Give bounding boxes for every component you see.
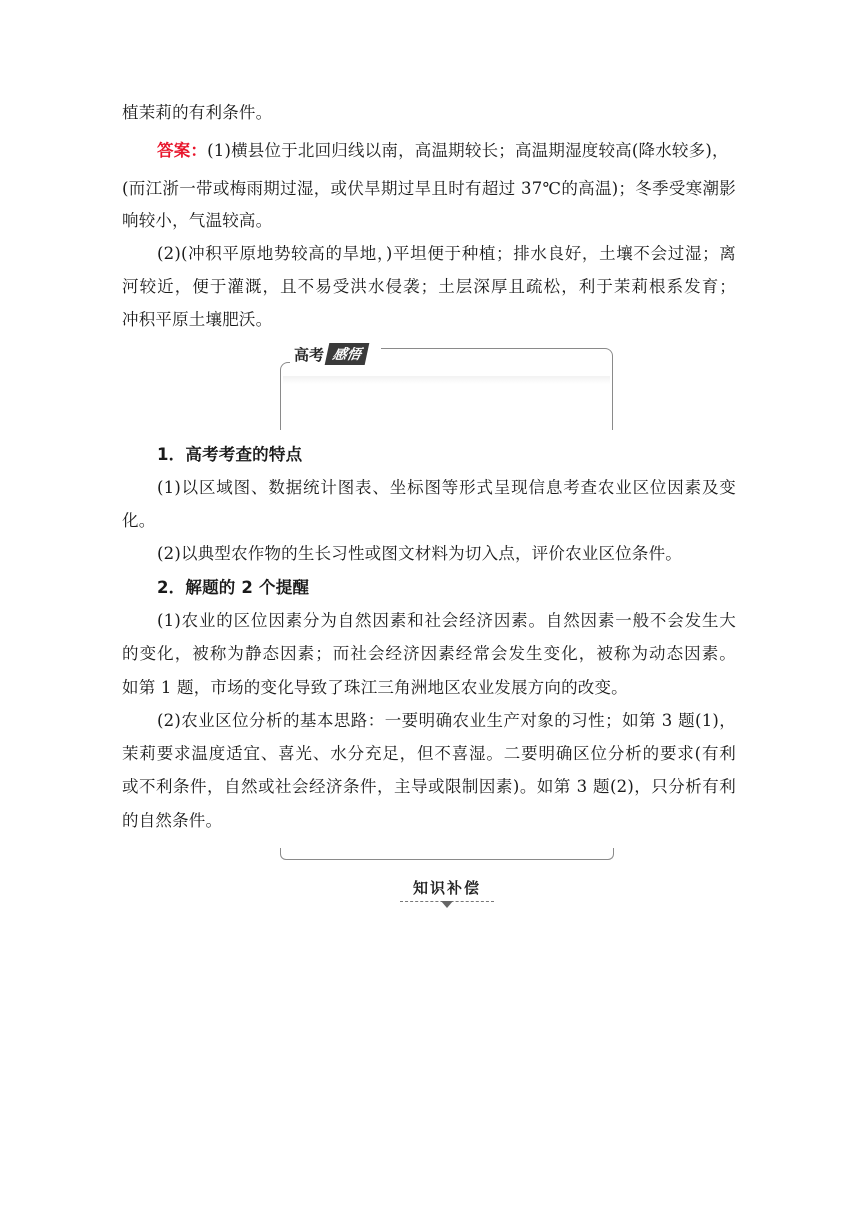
answer-p2-l1: (2)(冲积平原地势较高的旱地，)平坦便于种植；排水良好，土壤不会过湿；离 <box>157 244 736 263</box>
insight-frame-corner-left <box>280 362 292 430</box>
intro-text-line: 植茉莉的有利条件。 <box>122 103 273 122</box>
answer-p1-l1: (1)横县位于北回归线以南，高温期较长；高温期湿度较高(降水较多)， <box>207 141 729 160</box>
insight-h2-p1-l2: 的变化，被称为静态因素；而社会经济因素经常会发生变化，被称为动态因素。 <box>122 644 736 663</box>
answer-p2-l3: 冲积平原土壤肥沃。 <box>122 310 273 329</box>
insight-heading-1: 1．高考考查的特点 <box>157 445 303 464</box>
answer-p2-l2: 河较近，便于灌溉，且不易受洪水侵袭；土层深厚且疏松，利于茉莉根系发育； <box>122 277 736 296</box>
insight-heading-2: 2．解题的 2 个提醒 <box>157 578 310 597</box>
insight-h1-p2: (2)以典型农作物的生长习性或图文材料为切入点，评价农业区位条件。 <box>157 544 682 563</box>
insight-h2-p2-l1: (2)农业区位分析的基本思路：一要明确农业生产对象的习性；如第 3 题(1)， <box>157 711 736 730</box>
insight-h2-p2-l4: 的自然条件。 <box>122 811 223 830</box>
answer-p1-l3: 响较小，气温较高。 <box>122 211 273 230</box>
insight-badge-right: 感悟 <box>325 343 370 365</box>
insight-h1-p1-l1: (1)以区域图、数据统计图表、坐标图等形式呈现信息考查农业区位因素及变 <box>157 478 736 497</box>
insight-h2-p1-l3: 如第 1 题，市场的变化导致了珠江三角洲地区农业发展方向的改变。 <box>122 678 628 697</box>
insight-frame-shade <box>283 376 610 384</box>
section-heading: 知识补偿 <box>400 877 494 902</box>
answer-line-1 <box>157 140 729 162</box>
insight-frame-bottom <box>280 848 614 860</box>
answer-label: 答案： <box>157 141 208 160</box>
insight-frame-right <box>611 370 613 430</box>
insight-h2-p2-l2: 茉莉要求温度适宜、喜光、水分充足，但不喜湿。二要明确区位分析的要求(有利 <box>122 744 736 763</box>
insight-h2-p1-l1: (1)农业的区位因素分为自然因素和社会经济因素。自然因素一般不会发生大 <box>157 611 736 630</box>
insight-badge-left: 高考 <box>290 344 327 365</box>
insight-frame-top <box>381 348 613 370</box>
answer-p1-l2: (而江浙一带或梅雨期过湿，或伏旱期过旱且时有超过 37℃的高温)；冬季受寒潮影 <box>122 179 736 198</box>
section-down-arrow-icon <box>441 901 453 908</box>
insight-h2-p2-l3: 或不利条件，自然或社会经济条件，主导或限制因素)。如第 3 题(2)，只分析有利 <box>122 777 736 796</box>
insight-h1-p1-l2: 化。 <box>122 511 156 530</box>
insight-badge <box>290 343 382 365</box>
